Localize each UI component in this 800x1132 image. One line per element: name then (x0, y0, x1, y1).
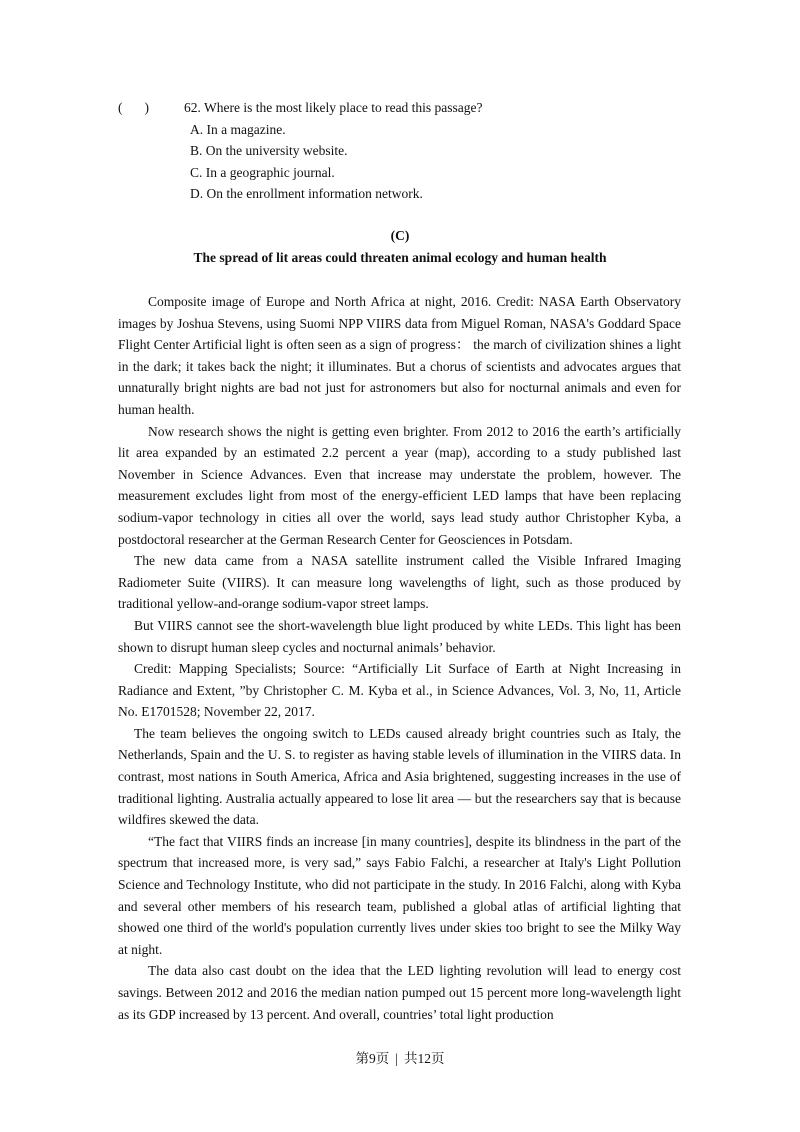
paragraph: The team believes the ongoing switch to LEDs caused already bright countries such as Italy, the Netherlands, Spain and the U. S. to register as having stable levels of illumination in the VIIRS data. In contrast, most nations in South America, Africa and Asia brightened, suggesting increases in the use of traditional lighting. Australia actually appeared to lose lit area — but the researchers say that is because wildfires skewed the data. (118, 725, 681, 828)
paragraph: Credit: Mapping Specialists; Source: “Artificially Lit Surface of Earth at Night Increasing in Radiance and Extent, ”by Christopher C. M. Kyba et al., in Science Advances, Vol. 3, No, 11, Article No. E1701528; November 22, 2017. (118, 661, 681, 720)
passage-title: The spread of lit areas could threaten animal ecology and human health (193, 250, 607, 265)
section-label: (C) (390, 228, 410, 243)
paragraph: “The fact that VIIRS finds an increase [in many countries], despite its blindness in the part of the spectrum that increased more, is very sad,” says Fabio Falchi, a researcher at Italy's Light Pollution Science and Technology Institute, who did not participate in the study. In 2016 Falchi, along with Kyba and several other members of his research team, published a global atlas of artificial lighting that showed one third of the world's population currently lives under skies too bright to see the Milky Way at night. (118, 833, 681, 957)
paren-right: ) (144, 100, 149, 115)
option-a: A. In a magazine. (190, 121, 286, 137)
question-62 (118, 97, 718, 205)
passage-body (118, 291, 681, 1025)
page-number: 第9页 (355, 1051, 390, 1066)
paren-left: ( (118, 100, 123, 115)
paragraph: The new data came from a NASA satellite instrument called the Visible Infrared Imaging Radiometer Suite (VIIRS). It can measure long wavelengths of light, such as those produced by traditional yellow-and-orange sodium-vapor street lamps. (118, 553, 681, 612)
paragraph: Composite image of Europe and North Africa at night, 2016. Credit: NASA Earth Observatory images by Joshua Stevens, using Suomi NPP VIIRS data from Miguel Roman, NASA's Goddard Space Flight Center Artificial light is often seen as a sign of progress： the march of civilization shines a light in the dark; it takes back the night; it illuminates. But a chorus of scientists and advocates argues that unnaturally bright nights are bad not just for astronomers but also for nocturnal animals and even for human health. (118, 294, 681, 417)
paragraph: But VIIRS cannot see the short-wavelength blue light produced by white LEDs. This light has been shown to disrupt human sleep cycles and nocturnal animals’ behavior. (118, 617, 681, 655)
question-stem: 62. Where is the most likely place to read this passage? (184, 100, 483, 115)
answer-blank (118, 97, 184, 119)
footer-separator: | (395, 1051, 398, 1066)
question-stem-line (118, 97, 718, 119)
option-d: D. On the enrollment information network. (190, 186, 423, 201)
option-b: B. On the university website. (190, 143, 348, 158)
paragraph: The data also cast doubt on the idea that the LED lighting revolution will lead to energy cost savings. Between 2012 and 2016 the median nation pumped out 15 percent more long-wavelength light as its GDP increased by 13 percent. And overall, countries’ total light production (118, 963, 681, 1022)
option-c: C. In a geographic journal. (190, 164, 335, 180)
page-footer (0, 1047, 800, 1067)
option-list (190, 119, 718, 205)
page-total: 共12页 (403, 1051, 445, 1066)
paragraph: Now research shows the night is getting even brighter. From 2012 to 2016 the earth’s artificially lit area expanded by an estimated 2.2 percent a year (map), according to a study published last November in Science Advances. Even that increase may understate the problem, however. The measurement excludes light from most of the energy-efficient LED lamps that have been replacing sodium-vapor technology in cities all over the world, says lead study author Christopher Kyba, a postdoctoral researcher at the German Research Center for Geosciences in Potsdam. (118, 423, 681, 547)
